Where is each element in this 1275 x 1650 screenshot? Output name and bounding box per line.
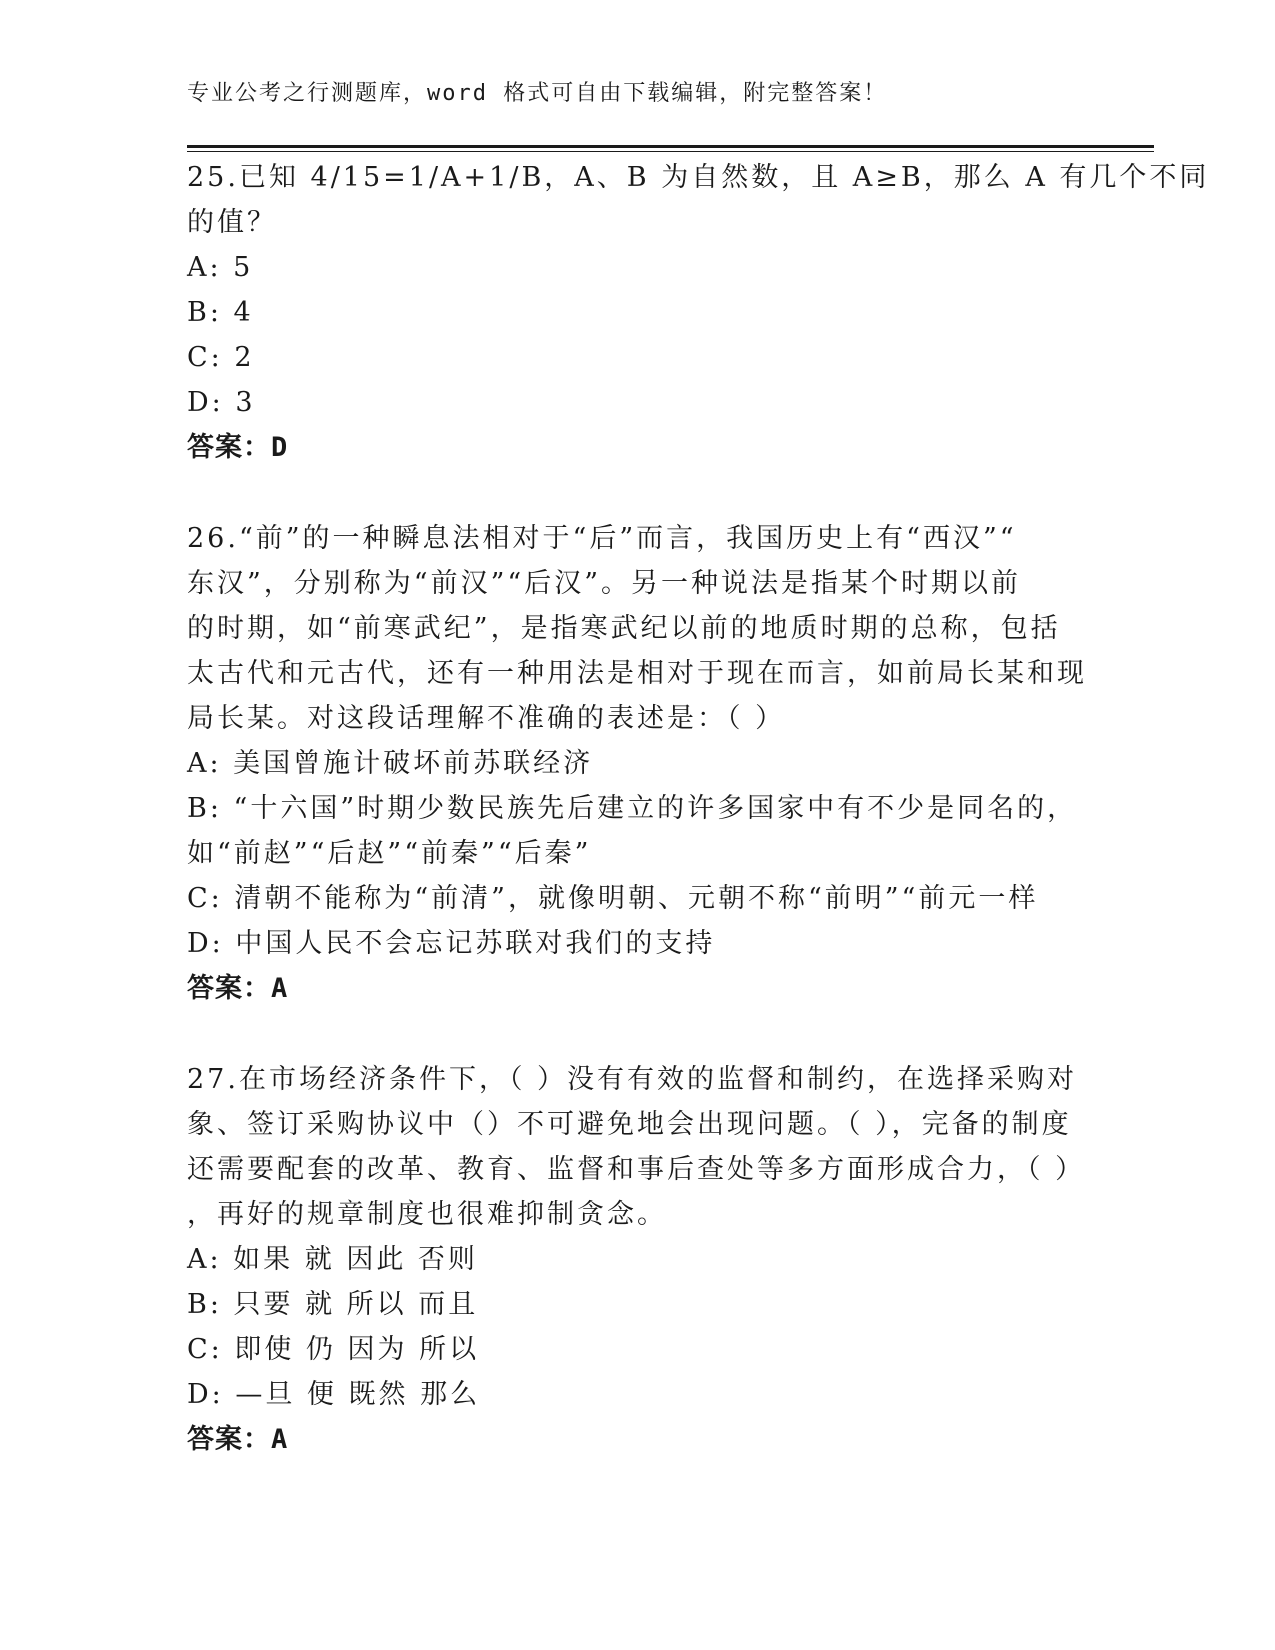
option-a: A: 如果 就 因此 否则 bbox=[187, 1244, 478, 1275]
question-stem-line: 象、签订采购协议中（）不可避免地会出现问题。（ ），完备的制度 bbox=[187, 1109, 1072, 1140]
option-c: C: 2 bbox=[187, 342, 255, 373]
question-stem-line: 东汉”，分别称为“前汉”“后汉”。另一种说法是指某个时期以前 bbox=[187, 568, 1022, 599]
question-stem-line: 的值？ bbox=[187, 207, 277, 238]
option-d: D: 3 bbox=[187, 387, 256, 418]
question-25 bbox=[187, 155, 1210, 470]
answer-label: 答案：D bbox=[187, 432, 289, 463]
option-c: C: 即使 仍 因为 所以 bbox=[187, 1334, 480, 1365]
question-stem-line: 27.在市场经济条件下，（ ）没有有效的监督和制约，在选择采购对 bbox=[187, 1064, 1078, 1095]
question-stem-line: 26.“前”的一种瞬息法相对于“后”而言，我国历史上有“西汉”“ bbox=[187, 523, 1017, 554]
page-header: 专业公考之行测题库，word 格式可自由下载编辑，附完整答案！ bbox=[187, 81, 888, 106]
option-b: B: 4 bbox=[187, 297, 254, 328]
option-a: A: 5 bbox=[187, 252, 254, 283]
header-rule-thick bbox=[187, 145, 1154, 148]
question-26 bbox=[187, 516, 1087, 1011]
option-b-continued: 如“前赵”“后赵”“前秦”“后秦” bbox=[187, 838, 592, 869]
question-stem-line: 还需要配套的改革、教育、监督和事后查处等多方面形成合力，（ ） bbox=[187, 1154, 1086, 1185]
question-stem-line: 太古代和元古代，还有一种用法是相对于现在而言，如前局长某和现 bbox=[187, 658, 1087, 689]
option-b: B: 只要 就 所以 而且 bbox=[187, 1289, 479, 1320]
question-stem-line: 的时期，如“前寒武纪”，是指寒武纪以前的地质时期的总称，包括 bbox=[187, 613, 1061, 644]
option-d: D: 中国人民不会忘记苏联对我们的支持 bbox=[187, 928, 716, 959]
header-rule-thin bbox=[187, 151, 1154, 152]
option-d: D: —旦 便 既然 那么 bbox=[187, 1379, 481, 1410]
option-a: A: 美国曾施计破坏前苏联经济 bbox=[187, 748, 594, 779]
question-stem-line: ，再好的规章制度也很难抑制贪念。 bbox=[187, 1199, 667, 1230]
question-27 bbox=[187, 1057, 1086, 1462]
option-c: C: 清朝不能称为“前清”，就像明朝、元朝不称“前明”“前元一样 bbox=[187, 883, 1039, 914]
answer-label: 答案：A bbox=[187, 1424, 289, 1455]
question-stem-line: 局长某。对这段话理解不准确的表述是：（ ） bbox=[187, 703, 786, 734]
option-b: B: “十六国”时期少数民族先后建立的许多国家中有不少是同名的， bbox=[187, 793, 1078, 824]
answer-label: 答案：A bbox=[187, 973, 289, 1004]
question-list bbox=[187, 155, 1210, 1508]
question-stem-line: 25.已知 4/15=1/A+1/B，A、B 为自然数，且 A≥B，那么 A 有几个不同 bbox=[187, 162, 1210, 193]
